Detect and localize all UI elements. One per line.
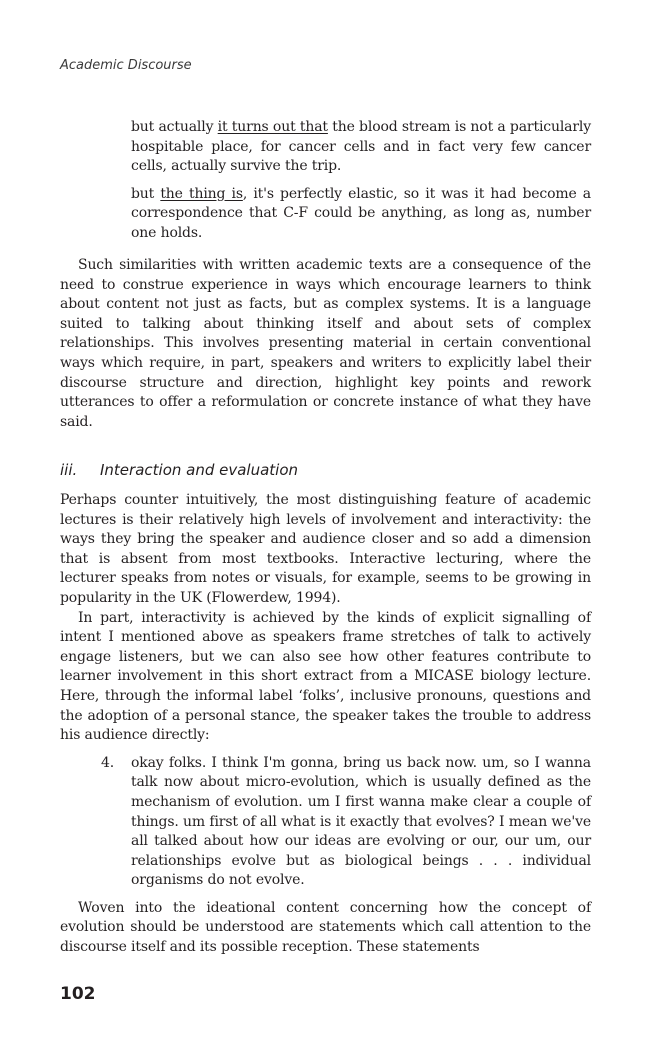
quote-1-post: the blood stream is not a particularly hospitable place, for cancer cells and in fact very few cancer cells, actually survive the trip. [131, 119, 591, 175]
body-section-2 [60, 491, 591, 958]
section-number: iii. [60, 461, 78, 479]
paragraph-similarities: Such similarities with written academic texts are a consequence of the need to construe experience in ways which encourage learners to think about content not just as facts, but as complex systems. It is a language suited to talking about thinking itself and about sets of complex relationships. This involves presenting material in certain conventional ways which require, in part, speakers and writers to explicitly label their discourse structure and direction, highlight key points and rework utterances to offer a reformulation or concrete instance of what they have said. [60, 257, 591, 430]
quote-2-pre: but [131, 185, 161, 202]
section-heading [60, 461, 298, 479]
example-4 [101, 754, 591, 891]
quote-1-underlined-phrase: it turns out that [217, 119, 328, 135]
body-section-1 [60, 256, 591, 432]
quote-1-pre: but actually [131, 119, 218, 135]
running-header: Academic Discourse [60, 58, 192, 73]
block-quote-1 [131, 118, 591, 177]
block-quote-2 [131, 185, 591, 244]
page-number: 102 [60, 984, 96, 1004]
quote-2-underlined-phrase: the thing is [160, 185, 243, 202]
paragraph-woven: Woven into the ideational content concerning how the concept of evolution should be understood are statements which call attention to the discourse itself and its possible reception. These statements [60, 899, 591, 956]
section-title: Interaction and evaluation [100, 461, 299, 479]
example-4-text: okay folks. I think I'm gonna, bring us back now. um, so I wanna talk now about micro-evolution, which is usually defined as the mechanism of evolution. um I first wanna make clear a couple of things. um first of all what is it exactly that evolves? I mean we've all talked about how our ideas are evolving or our, our um, our relationships evolve but as biological beings . . . individual organisms do not evolve. [131, 754, 591, 889]
quote-block-top [60, 118, 591, 244]
example-4-number: 4. [101, 754, 115, 771]
quote-2-post: , it's perfectly elastic, so it was it had become a correspondence that C-F could be anything, as long as, number one holds. [131, 185, 591, 241]
paragraph-interactivity: Perhaps counter intuitively, the most distinguishing feature of academic lectures is their relatively high levels of involvement and interactivity: the ways they bring the speaker and audience closer and so add a dimension that is absent from most textbooks. Interactive lecturing, where the lecturer speaks from notes or visuals, for example, seems to be growing in popularity in the UK (Flowerdew, 1994). [60, 492, 591, 606]
paragraph-signalling: In part, interactivity is achieved by the kinds of explicit signalling of intent I mentioned above as speakers frame stretches of talk to actively engage listeners, but we can also see how other features contribute to learner involvement in this short extract from a MICASE biology lecture. Here, through the informal label ‘folks’, inclusive pronouns, questions and the adoption of a personal stance, the speaker takes the trouble to address his audience directly: [60, 609, 591, 744]
